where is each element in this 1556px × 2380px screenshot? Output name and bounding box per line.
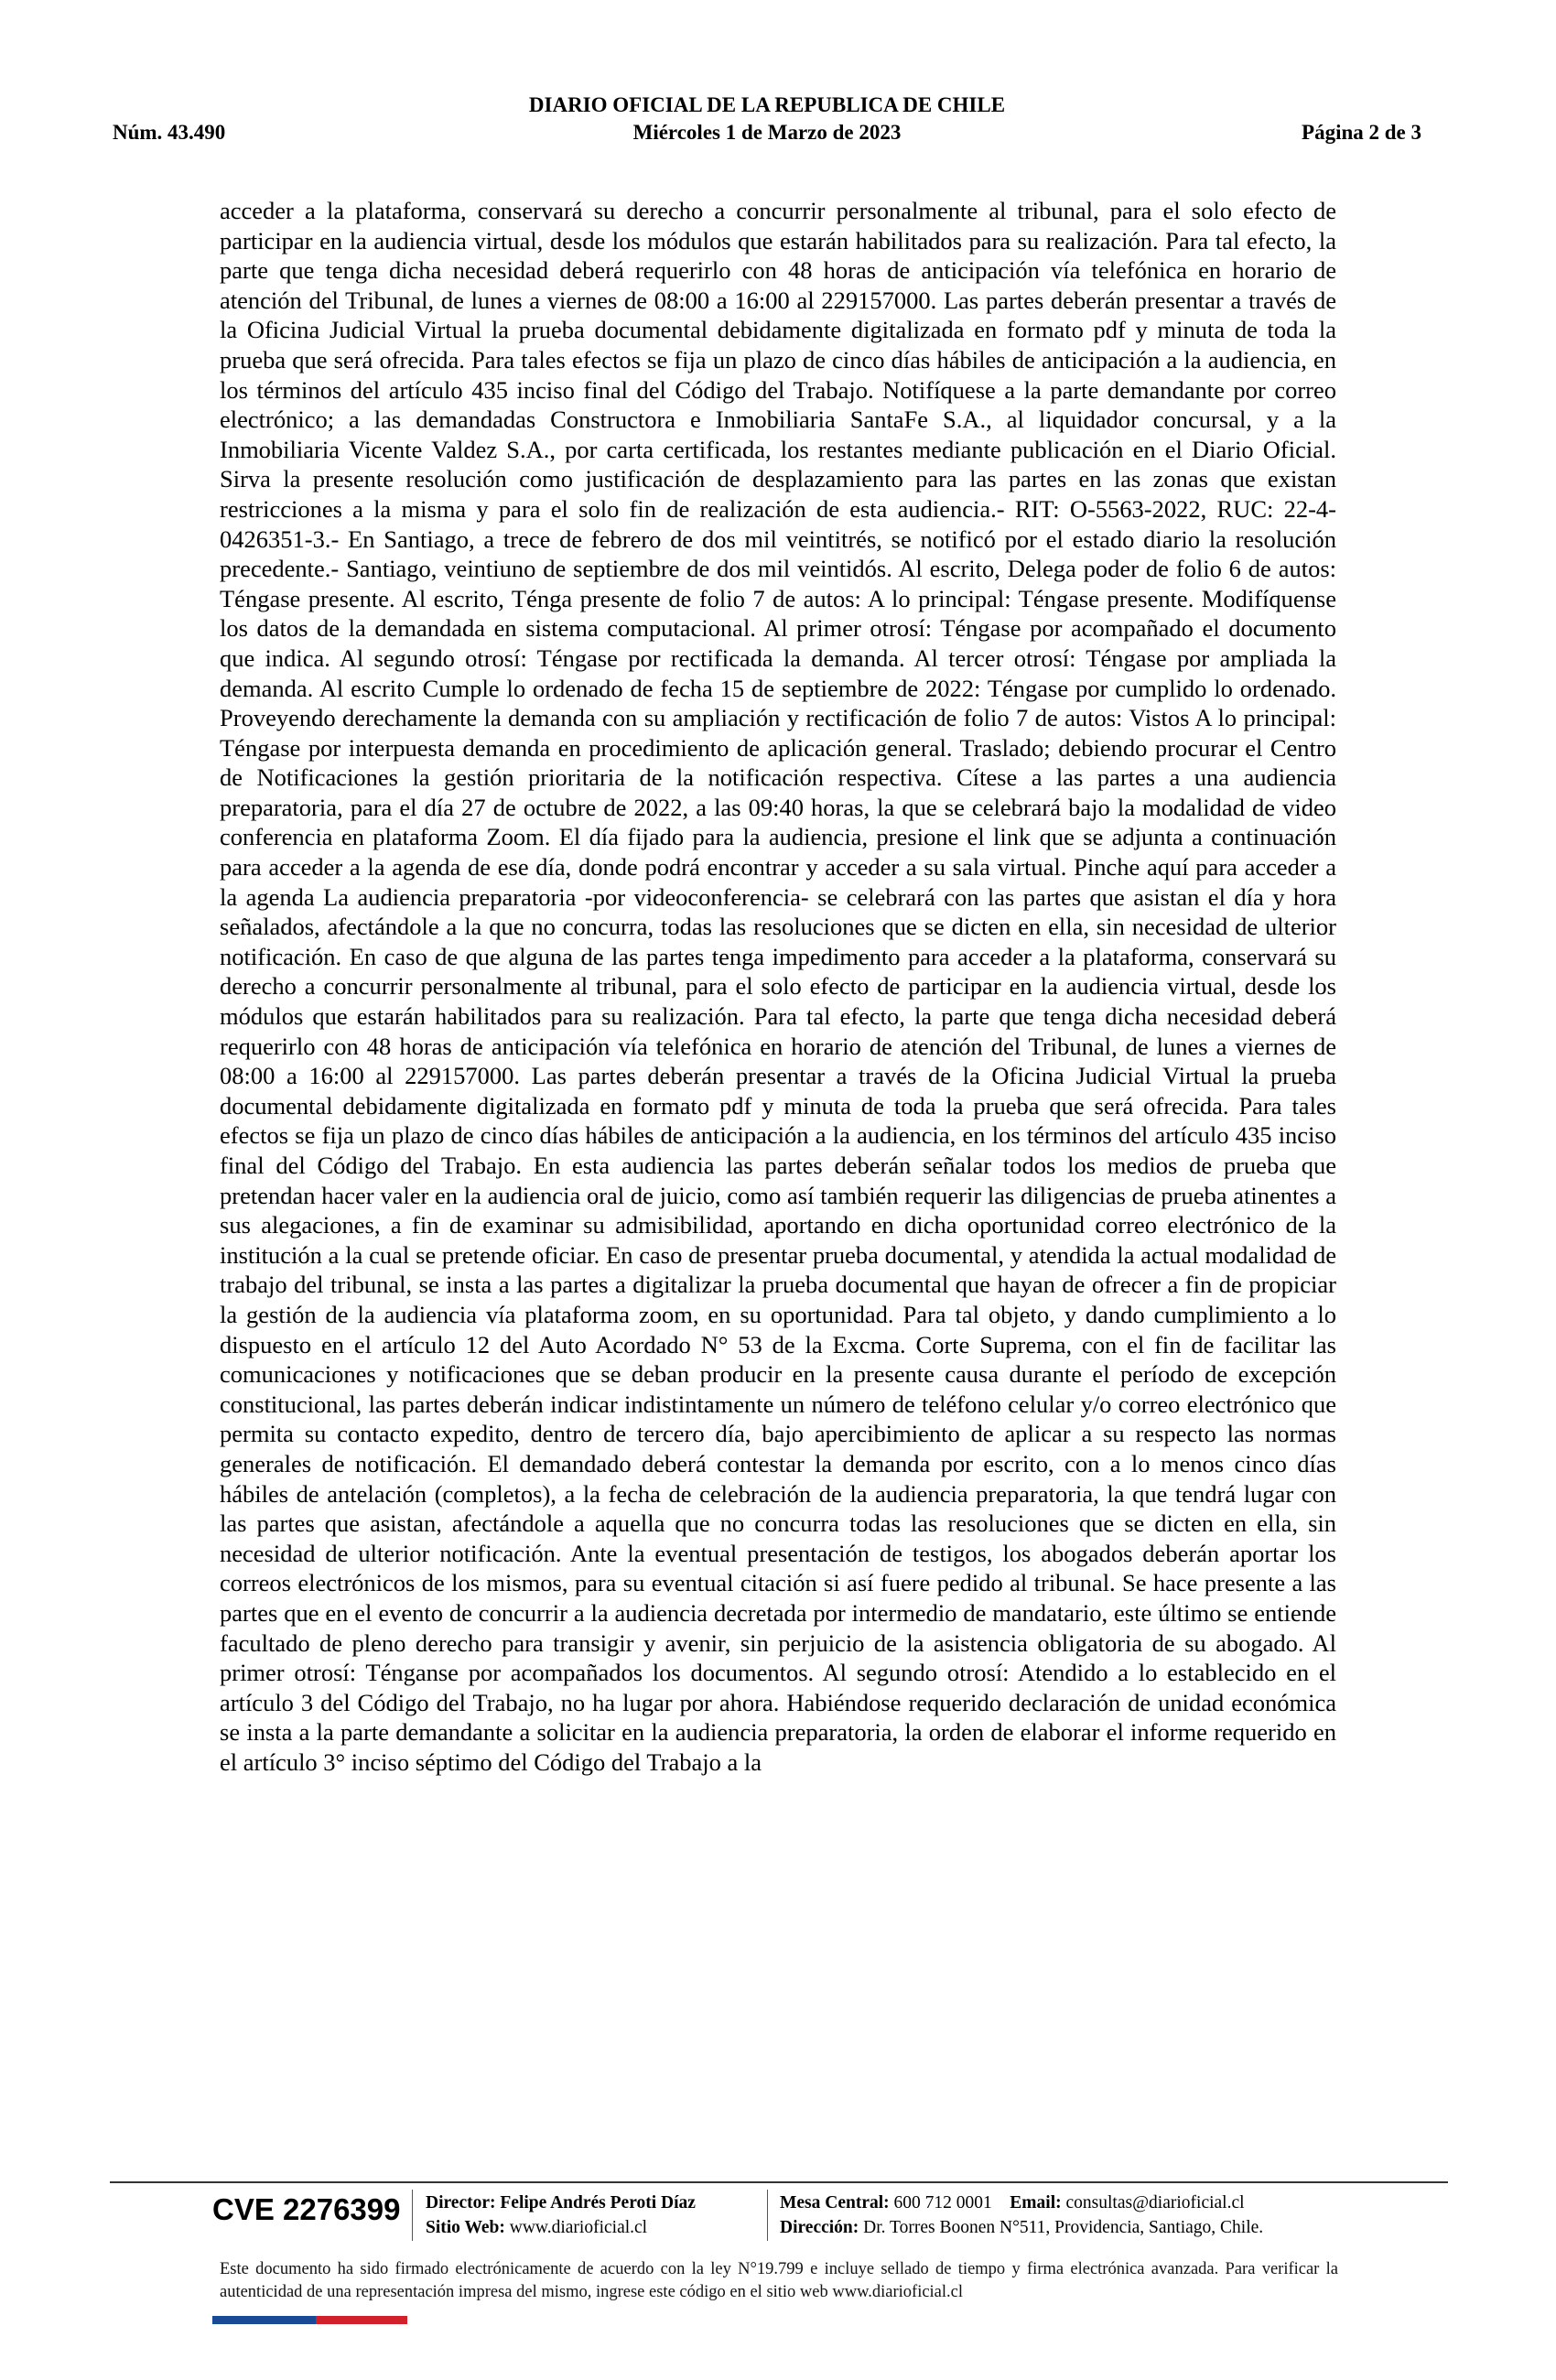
cve-code: CVE 2276399 <box>212 2192 401 2226</box>
website-link[interactable]: www.diarioficial.cl <box>509 2218 648 2237</box>
address-label: Dirección: <box>780 2218 859 2237</box>
email-link[interactable]: consultas@diarioficial.cl <box>1065 2193 1245 2212</box>
director-line <box>426 2191 696 2215</box>
page-header <box>113 93 1421 148</box>
director-value: Felipe Andrés Peroti Díaz <box>500 2193 696 2212</box>
footer-separator <box>767 2190 768 2241</box>
email-label: Email: <box>1010 2193 1062 2212</box>
flag-stripe-blue <box>212 2316 316 2324</box>
website-label: Sitio Web: <box>426 2218 505 2237</box>
page-number: Página 2 de 3 <box>1302 121 1421 144</box>
flag-stripe-red <box>316 2316 407 2324</box>
document-body <box>220 196 1336 1777</box>
address-value: Dr. Torres Boonen N°511, Providencia, Santiago, Chile. <box>863 2218 1264 2237</box>
body-paragraph: acceder a la plataforma, conservará su derecho a concurrir personalmente al tribunal, para el solo efecto de participar en la audiencia virtual, desde los módulos que estarán habilitados para su realización. Para tal efecto, la parte que tenga dicha necesidad deberá requerirlo con 48 horas de anticipación vía telefónica en horario de atención del Tribunal, de lunes a viernes de 08:00 a 16:00 al 229157000. Las partes deberán presentar a través de la Oficina Judicial Virtual la prueba documental debidamente digitalizada en formato pdf y minuta de toda la prueba que será ofrecida. Para tales efectos se fija un plazo de cinco días hábiles de anticipación a la audiencia, en los términos del artículo 435 inciso final del Código del Trabajo. Notifíquese a la parte demandante por correo electrónico; a las demandadas Constructora e Inmobiliaria SantaFe S.A., al liquidador concursal, y a la Inmobiliaria Vicente Valdez S.A., por carta certificada, los restantes mediante publicación en el Diario Oficial. Sirva la presente resolución como justificación de desplazamiento para las partes en las zonas que existan restricciones a la misma y para el solo fin de realización de esta audiencia.- RIT: O-5563-2022, RUC: 22-4-0426351-3.- En Santiago, a trece de febrero de dos mil veintitrés, se notificó por el estado diario la resolución precedente.- Santiago, veintiuno de septiembre de dos mil veintidós. Al escrito, Delega poder de folio 6 de autos: Téngase presente. Al escrito, Ténga presente de folio 7 de autos: A lo principal: Téngase presente. Modifíquense los datos de la demandada en sistema computacional. Al primer otrosí: Téngase por acompañado el documento que indica. Al segundo otrosí: Téngase por rectificada la demanda. Al tercer otrosí: Téngase por ampliada la demanda. Al escrito Cumple lo ordenado de fecha 15 de septiembre de 2022: Téngase por cumplido lo ordenado. Proveyendo derechamente la demanda con su ampliación y rectificación de folio 7 de autos: Vistos A lo principal: Téngase por interpuesta demanda en procedimiento de aplicación general. Traslado; debiendo procurar el Centro de Notificaciones la gestión prioritaria de la notificación respectiva. Cítese a las partes a una audiencia preparatoria, para el día 27 de octubre de 2022, a las 09:40 horas, la que se celebrará bajo la modalidad de video conferencia en plataforma Zoom. El día fijado para la audiencia, presione el link que se adjunta a continuación para acceder a la agenda de ese día, donde podrá encontrar y acceder a su sala virtual. Pinche aquí para acceder a la agenda La audiencia preparatoria -por videoconferencia- se celebrará con las partes que asistan el día y hora señalados, afectándole a la que no concurra, todas las resoluciones que se dicten en ella, sin necesidad de ulterior notificación. En caso de que alguna de las partes tenga impedimento para acceder a la plataforma, conservará su derecho a concurrir personalmente al tribunal, para el solo efecto de participar en la audiencia virtual, desde los módulos que estarán habilitados para su realización. Para tal efecto, la parte que tenga dicha necesidad deberá requerirlo con 48 horas de anticipación vía telefónica en horario de atención del Tribunal, de lunes a viernes de 08:00 a 16:00 al 229157000. Las partes deberán presentar a través de la Oficina Judicial Virtual la prueba documental debidamente digitalizada en formato pdf y minuta de toda la prueba que será ofrecida. Para tales efectos se fija un plazo de cinco días hábiles de anticipación a la audiencia, en los términos del artículo 435 inciso final del Código del Trabajo. En esta audiencia las partes deberán señalar todos los medios de prueba que pretendan hacer valer en la audiencia oral de juicio, como así también requerir las diligencias de prueba atinentes a sus alegaciones, a fin de examinar su admisibilidad, aportando en dicha oportunidad correo electrónico de la institución a la cual se pretende oficiar. En caso de presentar prueba documental, y atendida la actual modalidad de trabajo del tribunal, se insta a las partes a digitalizar la prueba documental que hayan de ofrecer a fin de propiciar la gestión de la audiencia vía plataforma zoom, en su oportunidad. Para tal objeto, y dando cumplimiento a lo dispuesto en el artículo 12 del Auto Acordado N° 53 de la Excma. Corte Suprema, con el fin de facilitar las comunicaciones y notificaciones que se deban producir en la presente causa durante el período de excepción constitucional, las partes deberán indicar indistintamente un número de teléfono celular y/o correo electrónico que permita su contacto expedito, dentro de tercero día, bajo apercibimiento de aplicar a su respecto las normas generales de notificación. El demandado deberá contestar la demanda por escrito, con a lo menos cinco días hábiles de antelación (completos), a la fecha de celebración de la audiencia preparatoria, la que tendrá lugar con las partes que asistan, afectándole a aquella que no concurra todas las resoluciones que se dicten en ella, sin necesidad de ulterior notificación. Ante la eventual presentación de testigos, los abogados deberán aportar los correos electrónicos de los mismos, para su eventual citación si así fuere pedido al tribunal. Se hace presente a las partes que en el evento de concurrir a la audiencia decretada por intermedio de mandatario, este último se entiende facultado de pleno derecho para transigir y avenir, sin perjuicio de la asistencia obligatoria de su abogado. Al primer otrosí: Ténganse por acompañados los documentos. Al segundo otrosí: Atendido a lo establecido en el artículo 3 del Código del Trabajo, no ha lugar por ahora. Habiéndose requerido declaración de unidad económica se insta a la parte demandante a solicitar en la audiencia preparatoria, la orden de elaborar el informe requerido en el artículo 3° inciso séptimo del Código del Trabajo a la <box>220 197 1336 1776</box>
footer-separator <box>412 2190 413 2241</box>
contact-line <box>780 2191 1263 2215</box>
publication-title: DIARIO OFICIAL DE LA REPUBLICA DE CHILE <box>528 93 1006 116</box>
issue-date: Miércoles 1 de Marzo de 2023 <box>632 121 902 144</box>
website-line <box>426 2215 696 2240</box>
issue-number: Núm. 43.490 <box>113 121 226 144</box>
director-label: Director: <box>426 2193 496 2212</box>
footer-contact-block <box>780 2191 1263 2240</box>
footer-director-block <box>426 2191 696 2240</box>
footer-divider <box>110 2181 1448 2183</box>
address-line <box>780 2215 1263 2240</box>
signature-notice: Este documento ha sido firmado electrónicamente de acuerdo con la ley N°19.799 e incluye sellado de tiempo y firma electrónica avanzada. Para verificar la autenticidad de una representación impresa del mismo, ingrese este código en el sitio web www.diarioficial.cl <box>220 2260 1338 2301</box>
mesa-label: Mesa Central: <box>780 2193 890 2212</box>
mesa-phone: 600 712 0001 <box>893 2193 992 2212</box>
